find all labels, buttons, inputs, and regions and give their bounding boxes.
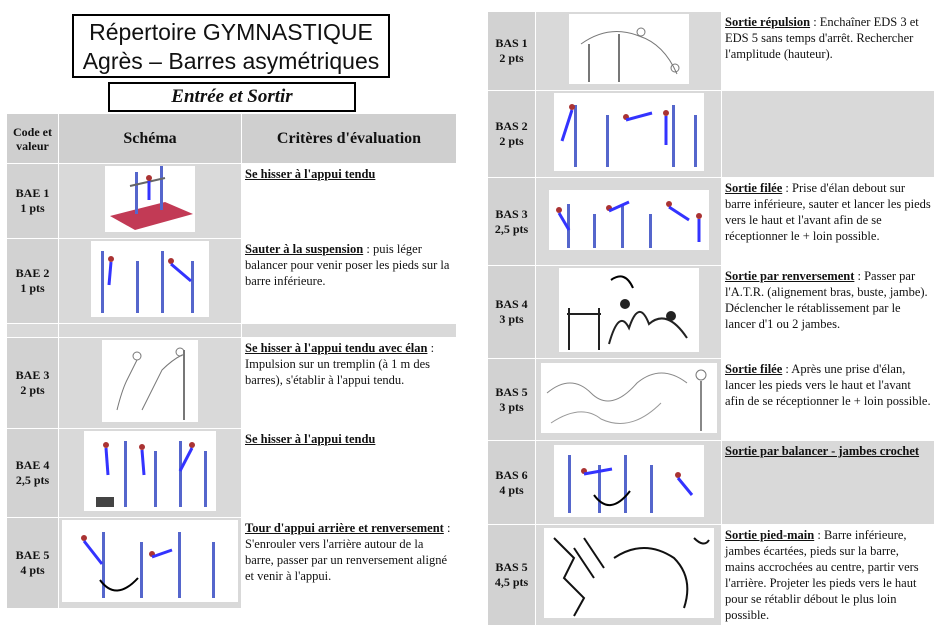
left-table bbox=[6, 113, 457, 609]
title-box bbox=[72, 14, 390, 78]
schema-image bbox=[536, 12, 722, 91]
title-line-1: Répertoire GYMNASTIQUE bbox=[89, 19, 373, 45]
code-cell: BAE 5 4 pts bbox=[7, 518, 59, 609]
table-row bbox=[488, 178, 935, 266]
right-table bbox=[487, 11, 935, 626]
criteria-cell: Sauter à la suspension : puis léger balancer pour venir poser les pieds sur la barre inférieure. bbox=[242, 239, 457, 324]
criteria-cell bbox=[722, 91, 935, 178]
code-cell: BAS 1 2 pts bbox=[488, 12, 536, 91]
criteria-cell: Se hisser à l'appui tendu bbox=[242, 429, 457, 518]
criteria-cell: Sortie répulsion : Enchaîner EDS 3 et EDS 5 sans temps d'arrêt. Rechercher l'amplitude (hauteur). bbox=[722, 12, 935, 91]
table-row bbox=[488, 359, 935, 441]
code-cell: BAE 2 1 pts bbox=[7, 239, 59, 324]
criteria-cell: Se hisser à l'appui tendu bbox=[242, 164, 457, 239]
schema-image bbox=[59, 164, 242, 239]
criteria-cell: Sortie par renversement : Passer par l'A.T.R. (alignement bras, buste, jambe). Déclencher le rétablissement par le lancer d'1 ou 2 jambes. bbox=[722, 266, 935, 359]
schema-image bbox=[536, 525, 722, 626]
criteria-cell: Tour d'appui arrière et renversement : S'enrouler vers l'arrière autour de la barre, passer par un renversement aligné et venir à l'appui. bbox=[242, 518, 457, 609]
code-cell: BAS 2 2 pts bbox=[488, 91, 536, 178]
table-row bbox=[488, 525, 935, 626]
table-row bbox=[7, 239, 457, 324]
code-cell: BAE 1 1 pts bbox=[7, 164, 59, 239]
table-row bbox=[488, 12, 935, 91]
criteria-cell: Sortie filée : Prise d'élan debout sur barre inférieure, sauter et lancer les pieds vers le haut et l'avant afin de se réceptionner le + loin possible. bbox=[722, 178, 935, 266]
table-row bbox=[7, 338, 457, 429]
subtitle: Entrée et Sortir bbox=[108, 82, 356, 112]
table-row bbox=[7, 164, 457, 239]
criteria-cell: Sortie par balancer - jambes crochet bbox=[722, 441, 935, 525]
criteria-cell: Sortie pied-main : Barre inférieure, jambes écartées, pieds sur la barre, mains accrochées au centre, partir vers l'arrière. Projeter les pieds vers le haut pour se rétablir débout le plus loin possible. bbox=[722, 525, 935, 626]
schema-image bbox=[59, 338, 242, 429]
header-code: Code et valeur bbox=[7, 114, 59, 164]
code-cell: BAS 5 3 pts bbox=[488, 359, 536, 441]
code-cell: BAS 6 4 pts bbox=[488, 441, 536, 525]
table-row bbox=[7, 518, 457, 609]
code-cell: BAE 4 2,5 pts bbox=[7, 429, 59, 518]
schema-image bbox=[536, 359, 722, 441]
code-cell: BAS 4 3 pts bbox=[488, 266, 536, 359]
schema-image bbox=[536, 266, 722, 359]
title-line-2: Agrès – Barres asymétriques bbox=[82, 48, 380, 74]
schema-image bbox=[536, 441, 722, 525]
schema-image bbox=[536, 91, 722, 178]
code-cell: BAE 3 2 pts bbox=[7, 338, 59, 429]
code-cell: BAS 5 4,5 pts bbox=[488, 525, 536, 626]
table-row bbox=[7, 429, 457, 518]
header-criteria: Critères d'évaluation bbox=[242, 114, 457, 164]
table-row bbox=[488, 266, 935, 359]
header-schema: Schéma bbox=[59, 114, 242, 164]
criteria-cell: Se hisser à l'appui tendu avec élan : Impulsion sur un tremplin (à 1 m des barres), s'établir à l'appui tendu. bbox=[242, 338, 457, 429]
schema-image bbox=[59, 239, 242, 324]
code-cell: BAS 3 2,5 pts bbox=[488, 178, 536, 266]
schema-image bbox=[59, 429, 242, 518]
criteria-cell: Sortie filée : Après une prise d'élan, lancer les pieds vers le haut et l'avant afin de se réceptionner le + loin possible. bbox=[722, 359, 935, 441]
table-row bbox=[488, 91, 935, 178]
schema-image bbox=[536, 178, 722, 266]
schema-image bbox=[59, 518, 242, 609]
table-row bbox=[488, 441, 935, 525]
